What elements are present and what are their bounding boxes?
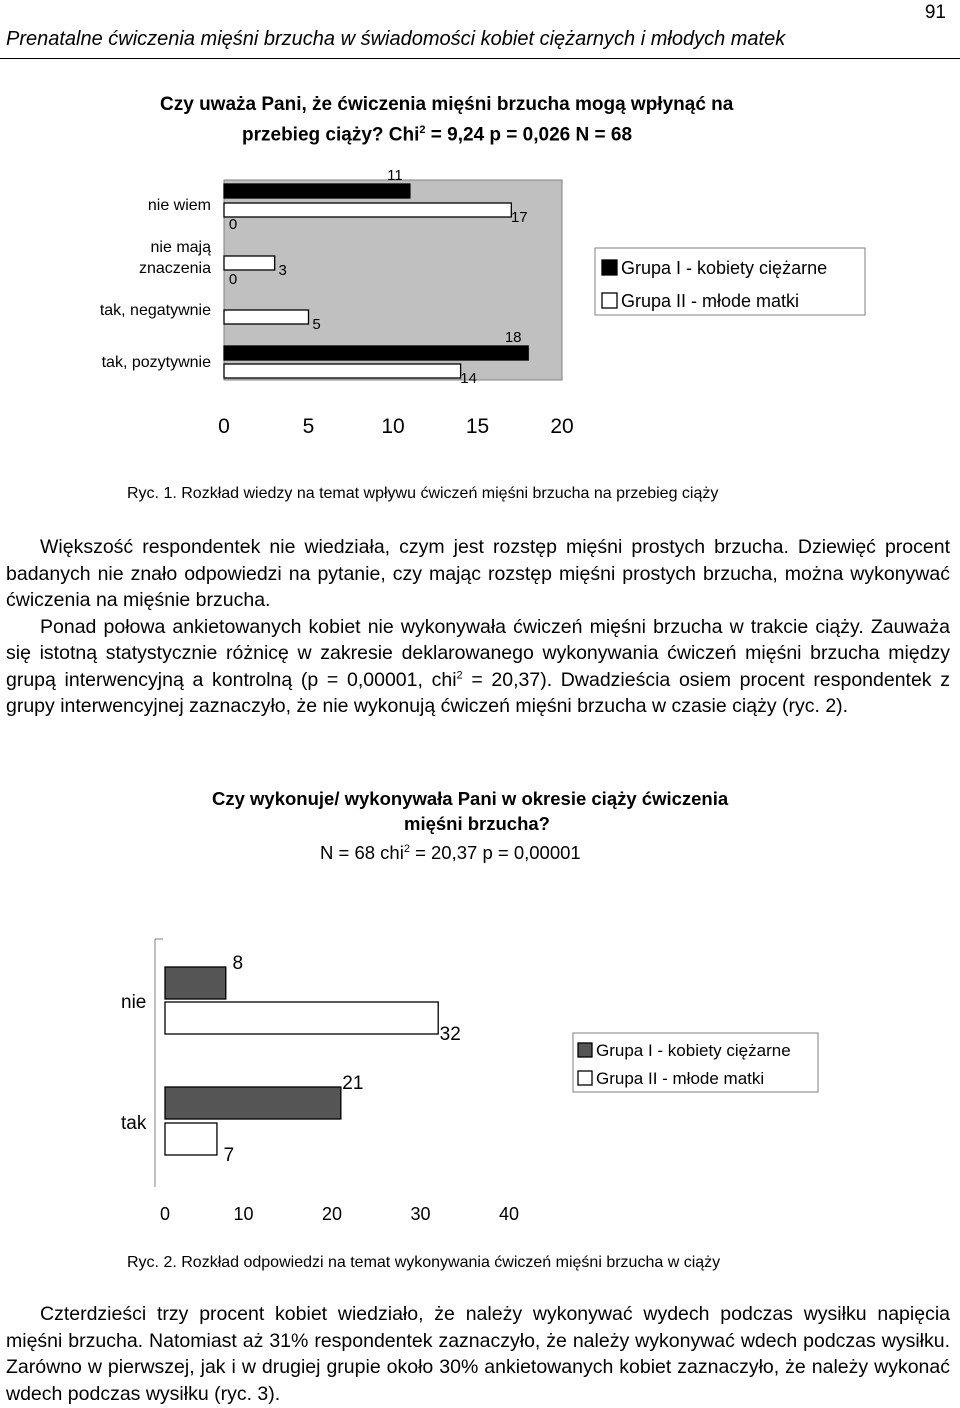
figure1-data-label: 0	[228, 271, 238, 288]
figure1-data-label: 0	[228, 216, 238, 233]
figure1-legend-label: Grupa II - młode matki	[621, 291, 800, 311]
figure1-bar-group2	[224, 256, 275, 270]
figure1-x-tick-label: 0	[218, 415, 230, 438]
figure1-bar-group1	[224, 184, 410, 198]
figure2-legend-label: Grupa I - kobiety ciężarne	[596, 1041, 791, 1060]
figure1-bar-group1	[224, 346, 528, 360]
figure1-category-label: tak, negatywnie	[99, 302, 211, 319]
page-number: 91	[924, 2, 946, 23]
figure1-bar-group2	[224, 364, 461, 378]
figure1-data-label: 14	[460, 370, 477, 387]
figure2-category-label: nie	[121, 992, 147, 1013]
figure2-data-label: 7	[223, 1145, 235, 1166]
figure2-bar-group1	[165, 1087, 341, 1119]
figure1-x-tick-label: 5	[302, 415, 315, 438]
figure2-data-label: 32	[439, 1024, 461, 1045]
figure1-x-tick-label: 10	[381, 415, 405, 438]
figure1-legend	[595, 248, 865, 315]
figure2-title-line1: Czy wykonuje/ wykonywała Pani w okresie ciąży ćwiczenia	[212, 788, 729, 809]
figure2-title-line2: mięśni brzucha?	[404, 813, 550, 834]
figure2-bar-group2	[165, 1123, 217, 1155]
figure1-data-label: 5	[312, 316, 321, 333]
figure1-legend-swatch	[602, 293, 617, 308]
figure1-bar-group2	[224, 203, 511, 217]
figure2-x-tick-label: 40	[498, 1204, 520, 1224]
header-divider	[0, 58, 960, 59]
figure1-caption: Ryc. 1. Rozkład wiedzy na temat wpływu ćwiczeń mięśni brzucha na przebieg ciąży	[127, 485, 719, 502]
figure1-x-tick-label: 15	[465, 415, 490, 438]
figure1-data-label: 11	[387, 170, 403, 184]
figure2-title-line3: N = 68 chi$^2$ = 20,37 p = 0,00001	[320, 842, 581, 863]
figure1-title-line2: przebieg ciąży? Chi$^2$ = 9,24 p = 0,026 N = 68	[242, 124, 633, 146]
figure1-data-label: 18	[504, 329, 522, 346]
figure2-chart	[0, 925, 960, 1235]
figure1-legend-label: Grupa I - kobiety ciężarne	[621, 258, 828, 278]
body-paragraph-1	[6, 534, 950, 720]
figure2-legend	[573, 1033, 818, 1092]
figure2-bar-group1	[165, 967, 226, 999]
figure1-data-label: 17	[510, 209, 528, 226]
figure2-bar-group2	[165, 1002, 438, 1034]
figure2-x-tick-label: 30	[410, 1204, 431, 1224]
paragraph1-text-a: Większość respondentek nie wiedziała, czym jest rozstęp mięśni prostych brzucha. Dziewięć procent badanych nie znało odpowiedzi na pytanie, czy mając rozstęp mięśni prostych brzucha, można wykonywać ćwiczenia na mięśnie brzucha.	[6, 536, 950, 611]
figure2-legend-swatch	[578, 1043, 592, 1057]
figure2-category-label: tak	[121, 1113, 147, 1134]
figure1-bar-group2	[224, 310, 309, 324]
figure2-legend-swatch	[578, 1071, 592, 1085]
figure2-x-tick-label: 20	[321, 1204, 343, 1224]
figure1-legend-swatch	[602, 260, 617, 275]
figure2-caption: Ryc. 2. Rozkład odpowiedzi na temat wykonywania ćwiczeń mięśni brzucha w ciąży	[127, 1254, 721, 1271]
figure1-category-label: tak, pozytywnie	[101, 354, 211, 371]
figure2-legend-label: Grupa II - młode matki	[596, 1069, 765, 1088]
paragraph1-text-b: Ponad połowa ankietowanych kobiet nie wykonywała ćwiczeń mięśni brzucha w trakcie ciąży. Zauważa się istotną statystycznie różnicę w zakresie deklarowanego wykonywania ćwiczeń mięśni brzucha między grupą interwencyjną a kontrolną (p = 0,00001, chi$^2$ = 20,37). Dwadzieścia osiem procent respondentek z grupy interwencyjnej zaznaczyło, że nie wykonują ćwiczeń mięśni brzucha w czasie ciąży (ryc. 2).	[6, 615, 950, 717]
running-header-title: Prenatalne ćwiczenia mięśni brzucha w świadomości kobiet ciężarnych i młodych matek	[6, 28, 786, 50]
figure2-data-label: 21	[342, 1073, 364, 1094]
figure1-category-label: nie mają	[150, 239, 211, 256]
paragraph2-text: Czterdzieści trzy procent kobiet wiedziało, że należy wykonywać wydech podczas wysiłku napięcia mięśni brzucha. Natomiast aż 31% respondentek zaznaczyło, że należy wykonywać wdech podczas wysiłku. Zarówno w pierwszej, jak i w drugiej grupie około 30% ankietowanych kobiet zaznaczyło, że należy wykonać wdech podczas wysiłku (ryc. 3).	[6, 1303, 950, 1405]
figure1-category-label: znaczenia	[138, 260, 211, 277]
figure2-data-label: 8	[232, 953, 244, 974]
figure1-x-tick-label: 20	[550, 415, 574, 438]
figure2-plot-area	[155, 939, 163, 1187]
body-paragraph-2	[6, 1301, 950, 1407]
figure2-x-tick-label: 10	[233, 1204, 254, 1224]
figure1-data-label: 3	[278, 262, 287, 279]
figure1-category-label: nie wiem	[147, 197, 211, 214]
figure1-title-line1: Czy uważa Pani, że ćwiczenia mięśni brzucha mogą wpłynąć na	[160, 94, 734, 115]
figure1-chart	[0, 170, 960, 450]
figure2-x-tick-label: 0	[159, 1204, 171, 1224]
